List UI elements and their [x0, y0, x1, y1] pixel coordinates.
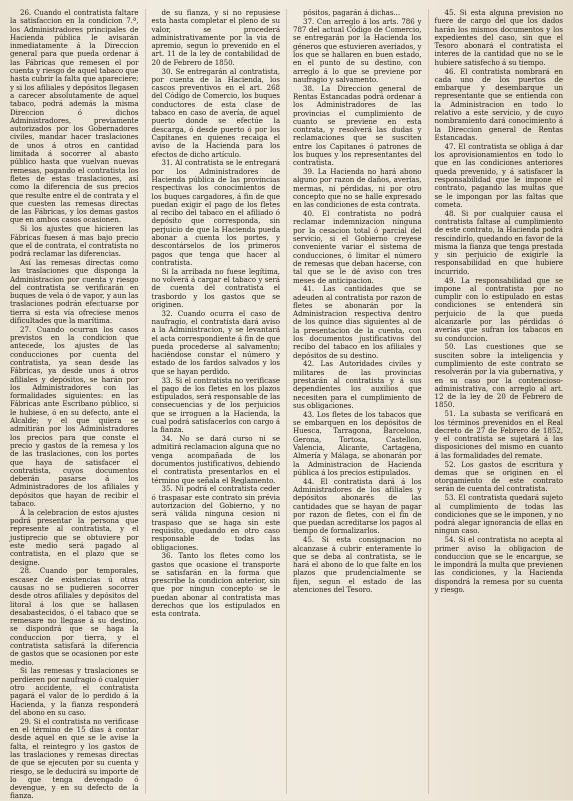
paragraph: 42. Las Autoridades civiles y militares de las provincias prestarán al contratista y á sus dependientes los auxilios que necesiten para el cumplimiento de sus obligaciones. [293, 359, 422, 410]
paragraph: 30. Se entregarán al contratista, por cuenta de la Hacienda, los cascos preventivos en el art. 268 del Código de Comercio, los buques conductores de esta clase de tabaco en caso de avería, de aquel puerto donde se efectúe la descarga, ó desde puerto ó por los Capitanes en quienes recaiga el aviso de la Hacienda para los efectos de dicho artículo. [151, 66, 280, 159]
paragraph: 28. Cuando por temporales, escasez de existencias ú otras causas no se pudieren socorrer desde otros afiliales y depósitos del litoral á los que se hallasen desabastecidos, ó el tabaco que se remesare no llegase á su destino, se dispondrá que se haga la conduccion por tierra, y el contratista satisfará la diferencia de gastos que se ocasionen por este medio. [10, 566, 139, 667]
paragraph: 34. No se dará curso ni se admitirá reclamacion alguna que no venga acompañada de los documentos justificativos, debiendo el contratista presentarlos en el término que señala el Reglamento. [151, 434, 280, 485]
column-divider [428, 9, 429, 794]
paragraph: 41. Las cantidades que se adeuden al contratista por razon de fletes se abonarán por la Administracion respectiva dentro de los quince dias siguientes al de la presentacion de la cuenta, con los documentos justificativos del recibo del tabaco en los afiliales y depósitos de su destino. [293, 284, 422, 360]
paragraph: 39. La Hacienda no hará abono alguno por razon de daños, averías, mermas, ni pérdidas, ni por otro concepto que no se halle expresado en las condiciones de esta contrata. [293, 167, 422, 210]
paragraph: 40. El contratista no podrá reclamar indemnizacion ninguna por la cesacion total ó parcial del servicio, si el Gobierno creyese conveniente variar el sistema de conducciones, ó limitar el número de remesas que deban hacerse, con tal que se le dé aviso con tres meses de anticipacion. [293, 209, 422, 285]
column-1 [10, 8, 139, 801]
column-2 [152, 9, 281, 794]
paragraph: 49. La responsabilidad que se impone al contratista por no cumplir con lo estipulado en estas condiciones se entenderá sin perjuicio de la que pueda alcanzarle por las pérdidas ó averías que sufran los tabacos en su conduccion. [434, 275, 563, 343]
paragraph: Así las remesas directas como las traslaciones que disponga la Administracion por cuenta y riesgo del contratista se verificarán en buques de vela ó de vapor, y aun las traslaciones podrán efectuarse por tierra si esta vía ofreciese menos dificultades que la marítima. [10, 257, 139, 325]
paragraph: 27. Cuando ocurran los casos previstos en la condicion que antecede, los ajustes de las conducciones por cuenta del contratista, ya sean desde las Fábricas, ya desde unos á otros afiliales y depósitos, se harán por los Administradores con las formalidades siguientes: en las Fábricas ante Escribano público, si le hubiese, ó en su defecto, ante el Alcalde; y el que quiera se admitirán por los Administradores los precios para que conste el precio y gastos de la remesa y los de las traslaciones, con los portes que haya de satisfacer el contratista, cuyos documentos deberán pasarse á los Administradores de los afiliales y depósitos que hayan de recibir el tabaco. [10, 324, 139, 509]
paragraph: pósitos, pagarán á dichas... [303, 8, 401, 17]
column-4 [435, 9, 564, 794]
paragraph: 48. Si por cualquier causa el contratista faltase al cumplimiento de este contrato, la Hacienda podrá rescindirlo, quedando en favor de la misma la fianza que tenga prestada y sin perjuicio de exigirle la responsabilidad en que hubiere incurrido. [434, 208, 563, 276]
paragraph: 47. El contratista se obliga á dar los aprovisionamientos en todo lo que en las condiciones anteriores queda prevenido, y á satisfacer la responsabilidad que le impone el contrato, pagando las multas que se le impongan por las faltas que cometa. [434, 141, 563, 209]
paragraph: 52. Los gastos de escritura y demas que se originen en el otorgamiento de este contrato serán de cuenta del contratista. [434, 459, 563, 494]
paragraph: Á la celebracion de estos ajustes podrá presentar la persona que represente al contratista, y el justiprecio que se obtuviere por este medio será pagado al contratista, en el plazo que se designe. [10, 507, 139, 567]
paragraph: 54. Si el contratista no acepta al primer aviso la obligacion de conduccion que se le encargue, se le impondrá la multa que previenen las condiciones, y la Hacienda dispondrá la remesa por su cuenta y riesgo. [434, 535, 563, 594]
paragraph: 31. Al contratista se le entregará por los Administradores de Hacienda pública de las provincias respectivas los conocimientos de los buques cargadores, á fin de que puedan exigir el pago de los fletes al recibo del tabaco en el afiliado ó depósito que corresponda, sin perjuicio de que la Hacienda pueda abonar a cuenta los portes, y descontárselos de los primeros pagos que tenga que hacer al contratista. [151, 158, 280, 267]
paragraph: Si las remesas y traslaciones se perdieren por naufragio ó cualquier otro accidente, el contratista pagará el valor de lo perdido á la Hacienda, y la fianza responderá del abono en su caso. [10, 666, 139, 717]
paragraph: Si los ajustes que hicieren las Fábricas fuesen á mas bajo precio que el de contrata, el contratista no podrá reclamar las diferencias. [10, 224, 139, 259]
paragraph: de su fianza, y si no repusiese esta hasta completar el pleno de su valor, se procederá administrativamente por la via de apremio, segun lo prevenido en el art. 11 de la ley de contabilidad de 20 de Febrero de 1850. [151, 8, 280, 67]
paragraph: 37. Con arreglo á los arts. 786 y 787 del actual Código de Comercio, se entregarán por la Hacienda los géneros que estuvieren averiados, y los que se hallaren en buen estado, en el punto de su destino, con arreglo á lo que se previene por naufragio y salvamento. [293, 16, 422, 84]
paragraph: 46. El contratista nombrará en cada uno de los puertos de embarque y desembarque un representante que se entienda con la Administracion en todo lo relativo a este servicio, y de cuyo nombramiento dará conocimiento á la Direccion general de Rentas Estancadas. [434, 66, 563, 142]
column-divider [145, 9, 146, 794]
text-columns [10, 8, 563, 801]
paragraph: 26. Cuando el contratista faltare la satisfaccion en la condicion 7.ª, los Administradores principales de Hacienda pública le avisarán inmediatamente á la Direccion general para que pueda ordenar á las Fábricas que remesen el por cuenta y riesgo de aquel tabaco que hasta cubrir la falta que apareciere; y si los afiliales y depósitos llegasen a carecer absolutamente de aquel tabaco, podrá además la misma Direccion ó dichos Administradores, previamente autorizados por los Gobernadores civiles, mandar hacer traslaciones de unos á otros en cantidad limitada á socorrer al abasto público hasta que vuelvan nuevas remesas, pagando el contratista los fletes de estas traslaciones, así como la diferencia de sus precios que resulte entre el de contrata y el que cuesten las remesas directas de las Fábricas, y los demas gastos que en ambos casos ocasionen. [10, 8, 139, 225]
paragraph: 45. Si esta consignacion no alcanzase á cubrir enteramente lo que se deba al contratista, se le hará el abono de lo que falte en los plazos que prudencialmente se fijen, segun el estado de las atenciones del Tesoro. [293, 535, 422, 594]
paragraph: 50. Las cuestiones que se susciten sobre la inteligencia y cumplimiento de este contrato se resolverán por la via gubernativa, y en su caso por la contencioso-administrativa, con arreglo al art. 12 de la ley de 20 de Febrero de 1850. [434, 342, 563, 410]
paragraph: Si la arribada no fuese legítima, no volverá á cargar el tabaco y será de cuenta del contratista el trasbordo y los gastos que se originen. [151, 266, 280, 309]
paragraph: 44. El contratista dará á los Administradores de los afiliales y depósitos abonarés de las cantidades que se hayan de pagar por razon de fletes, con el fin de que puedan acreditarse los pagos al tiempo de formalizarlos. [293, 476, 422, 536]
paragraph: 33. Si el contratista no verificase el pago de los fletes en los plazos estipulados, será responsable de las consecuencias y de los perjuicios que se irroguen a la Hacienda, la cual podrá satisfacerlos con cargo á la fianza. [151, 375, 280, 435]
column-divider [286, 9, 287, 794]
paragraph: 51. La subasta se verificará en los términos prevenidos en el Real decreto de 27 de Febrero de 1852, y el contratista se sujetará á las disposiciones del mismo en cuanto á las formalidades del remate. [434, 409, 563, 460]
column-3 [293, 9, 422, 794]
paragraph: 29. Si el contratista no verificase en el término de 15 dias á contar desde aquel en que se le avise la falta, el reintegro y los gastos de las traslaciones y remesas directas de que se ejecuten por su cuenta y riesgo, se le deducirá su importe de lo que tenga devengado ó devengue, y en su defecto de la fianza. [10, 716, 139, 801]
paragraph: 45. Si esta alguna prevision no fuere de cargo del que los dados harán los mismos documentos y los expedientes del caso, sin que el Tesoro abonará el contratista el interes de la cantidad que no se le hubiere satisfecho á su tiempo. [434, 8, 563, 67]
paragraph: 35. Ni podrá el contratista ceder ó traspasar este contrato sin prévia autorizacion del Gobierno, y no será válida ninguna cesion ni traspaso que se haga sin este requisito, quedando en otro caso responsable de todas las obligaciones. [151, 484, 280, 552]
paragraph: 36. Tanto los fletes como los gastos que ocasione el transporte se satisfarán en la forma que prescribe la condicion anterior, sin que por ningun concepto se le puedan abonar al contratista mas derechos que los estipulados en esta contrata. [151, 551, 280, 619]
paragraph: 38. La Direccion general de Rentas Estancadas podrá ordenar á los Administradores de las provincias el cumplimiento de cuanto se previene en esta contrata, y resolverá las dudas y reclamaciones que se susciten entre los Capitanes ó patrones de los buques y los representantes del contratista. [293, 83, 422, 168]
paragraph: 53. El contratista quedará sujeto al cumplimiento de todas las condiciones que se le imponen, y no podrá alegar ignorancia de ellas en ningun caso. [434, 493, 563, 536]
paragraph: 32. Cuando ocurra el caso de naufragio, el contratista dará aviso a la Administracion, y se levantará el acta correspondiente á fin de que pueda procederse al salvamento; haciéndose constar el número y estado de los fardos salvados y los que se hayan perdido. [151, 308, 280, 376]
paragraph: 43. Los fletes de los tabacos que se embarquen en los depósitos de Huesca, Tarragona, Barcelona, Gerona, Tortosa, Castellon, Valencia, Alicante, Cartagena, Almería y Málaga, se abonarán por la Administracion de Hacienda pública á los precios estipulados. [293, 409, 422, 477]
